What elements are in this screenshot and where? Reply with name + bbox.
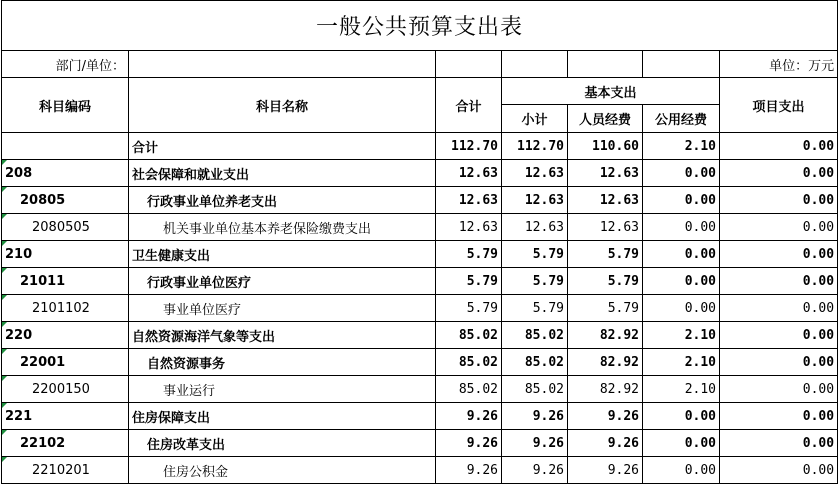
code-text: 221 xyxy=(5,408,33,424)
cell-code[interactable] xyxy=(2,430,129,457)
cell-total[interactable]: 12.63 xyxy=(436,214,502,241)
cell-project[interactable]: 0.00 xyxy=(720,430,838,457)
cell-subtotal[interactable]: 85.02 xyxy=(502,349,568,376)
code-text: 2210201 xyxy=(32,462,90,478)
cell-subtotal[interactable]: 12.63 xyxy=(502,187,568,214)
cell-personnel[interactable]: 110.60 xyxy=(568,133,643,160)
cell-personnel[interactable]: 5.79 xyxy=(568,295,643,322)
cell-total[interactable]: 112.70 xyxy=(436,133,502,160)
table-row xyxy=(2,403,838,430)
cell-code[interactable] xyxy=(2,376,129,403)
cell-public[interactable]: 0.00 xyxy=(643,430,720,457)
cell-public[interactable]: 0.00 xyxy=(643,295,720,322)
header-personnel: 人员经费 xyxy=(568,105,643,133)
cell-marker-icon xyxy=(2,268,7,273)
cell-personnel[interactable]: 9.26 xyxy=(568,457,643,484)
cell-subtotal[interactable]: 85.02 xyxy=(502,322,568,349)
table-row xyxy=(2,187,838,214)
cell-total[interactable]: 12.63 xyxy=(436,160,502,187)
cell-marker-icon xyxy=(2,430,7,435)
cell-total[interactable]: 85.02 xyxy=(436,376,502,403)
header-total: 合计 xyxy=(436,78,502,133)
cell-marker-icon xyxy=(2,349,7,354)
empty-cell[interactable] xyxy=(502,51,568,78)
table-row xyxy=(2,322,838,349)
cell-public[interactable]: 0.00 xyxy=(643,403,720,430)
code-text: 2080505 xyxy=(32,219,90,235)
cell-code[interactable] xyxy=(2,268,129,295)
cell-public[interactable]: 2.10 xyxy=(643,133,720,160)
table-row xyxy=(2,160,838,187)
cell-subtotal[interactable]: 9.26 xyxy=(502,457,568,484)
dept-value-cell[interactable] xyxy=(129,51,436,78)
cell-code[interactable] xyxy=(2,403,129,430)
cell-project[interactable]: 0.00 xyxy=(720,241,838,268)
cell-subtotal[interactable]: 5.79 xyxy=(502,241,568,268)
cell-code[interactable] xyxy=(2,187,129,214)
cell-total[interactable]: 9.26 xyxy=(436,430,502,457)
table-row xyxy=(2,241,838,268)
cell-name[interactable]: 社会保障和就业支出 xyxy=(129,160,436,187)
cell-marker-icon xyxy=(2,457,7,462)
cell-marker-icon xyxy=(2,295,7,300)
cell-name[interactable]: 事业单位医疗 xyxy=(129,295,436,322)
dept-label: 部门/单位： xyxy=(2,51,129,78)
cell-project[interactable]: 0.00 xyxy=(720,376,838,403)
empty-cell[interactable] xyxy=(568,51,643,78)
empty-cell[interactable] xyxy=(436,51,502,78)
header-subtotal: 小计 xyxy=(502,105,568,133)
cell-public[interactable]: 0.00 xyxy=(643,214,720,241)
cell-personnel[interactable]: 82.92 xyxy=(568,376,643,403)
cell-public[interactable]: 0.00 xyxy=(643,241,720,268)
cell-code[interactable] xyxy=(2,457,129,484)
cell-total[interactable]: 12.63 xyxy=(436,187,502,214)
table-row xyxy=(2,457,838,484)
header-basic: 基本支出 xyxy=(502,78,720,105)
cell-project[interactable]: 0.00 xyxy=(720,403,838,430)
cell-marker-icon xyxy=(2,160,7,165)
code-text: 2101102 xyxy=(32,300,90,316)
cell-name[interactable]: 合计 xyxy=(129,133,436,160)
cell-name[interactable]: 自然资源海洋气象等支出 xyxy=(129,322,436,349)
cell-project[interactable]: 0.00 xyxy=(720,268,838,295)
cell-subtotal[interactable]: 12.63 xyxy=(502,214,568,241)
cell-code[interactable] xyxy=(2,133,129,160)
cell-personnel[interactable]: 9.26 xyxy=(568,430,643,457)
cell-marker-icon xyxy=(2,376,7,381)
cell-name[interactable]: 行政事业单位医疗 xyxy=(129,268,436,295)
cell-personnel[interactable]: 5.79 xyxy=(568,268,643,295)
header-public: 公用经费 xyxy=(643,105,720,133)
cell-project[interactable]: 0.00 xyxy=(720,160,838,187)
cell-name[interactable]: 住房公积金 xyxy=(129,457,436,484)
cell-total[interactable]: 9.26 xyxy=(436,457,502,484)
cell-personnel[interactable]: 82.92 xyxy=(568,349,643,376)
cell-marker-icon xyxy=(2,403,7,408)
unit-label: 单位：万元 xyxy=(720,51,838,78)
table-row xyxy=(2,214,838,241)
cell-project[interactable]: 0.00 xyxy=(720,133,838,160)
table-row xyxy=(2,268,838,295)
cell-total[interactable]: 5.79 xyxy=(436,295,502,322)
table-title: 一般公共预算支出表 xyxy=(2,1,838,51)
code-text: 20805 xyxy=(20,192,66,208)
cell-name[interactable]: 机关事业单位基本养老保险缴费支出 xyxy=(129,214,436,241)
cell-name[interactable]: 住房保障支出 xyxy=(129,403,436,430)
code-text: 220 xyxy=(5,327,33,343)
cell-personnel[interactable]: 5.79 xyxy=(568,241,643,268)
cell-subtotal[interactable]: 85.02 xyxy=(502,376,568,403)
cell-total[interactable]: 85.02 xyxy=(436,349,502,376)
code-text: 210 xyxy=(5,246,33,262)
cell-name[interactable]: 事业运行 xyxy=(129,376,436,403)
code-text: 22102 xyxy=(20,435,66,451)
cell-name[interactable]: 行政事业单位养老支出 xyxy=(129,187,436,214)
cell-project[interactable]: 0.00 xyxy=(720,295,838,322)
cell-subtotal[interactable]: 5.79 xyxy=(502,268,568,295)
code-text: 22001 xyxy=(20,354,66,370)
table-row xyxy=(2,295,838,322)
cell-project[interactable]: 0.00 xyxy=(720,349,838,376)
cell-total[interactable]: 5.79 xyxy=(436,268,502,295)
cell-subtotal[interactable]: 9.26 xyxy=(502,430,568,457)
budget-table xyxy=(1,0,838,484)
table-row xyxy=(2,133,838,160)
cell-subtotal[interactable]: 12.63 xyxy=(502,160,568,187)
cell-code[interactable] xyxy=(2,241,129,268)
cell-project[interactable]: 0.00 xyxy=(720,187,838,214)
cell-subtotal[interactable]: 9.26 xyxy=(502,403,568,430)
table-row xyxy=(2,349,838,376)
cell-total[interactable]: 85.02 xyxy=(436,322,502,349)
code-text: 208 xyxy=(5,165,33,181)
cell-marker-icon xyxy=(2,241,7,246)
cell-project[interactable]: 0.00 xyxy=(720,457,838,484)
cell-personnel[interactable]: 9.26 xyxy=(568,403,643,430)
cell-name[interactable]: 住房改革支出 xyxy=(129,430,436,457)
code-text: 21011 xyxy=(20,273,66,289)
header-code: 科目编码 xyxy=(2,78,129,133)
cell-personnel[interactable]: 12.63 xyxy=(568,214,643,241)
empty-cell[interactable] xyxy=(643,51,720,78)
cell-total[interactable]: 9.26 xyxy=(436,403,502,430)
cell-public[interactable]: 0.00 xyxy=(643,187,720,214)
header-project: 项目支出 xyxy=(720,78,838,133)
header-name: 科目名称 xyxy=(129,78,436,133)
cell-name[interactable]: 自然资源事务 xyxy=(129,349,436,376)
cell-code[interactable] xyxy=(2,214,129,241)
cell-project[interactable]: 0.00 xyxy=(720,214,838,241)
cell-project[interactable]: 0.00 xyxy=(720,322,838,349)
cell-personnel[interactable]: 12.63 xyxy=(568,160,643,187)
cell-public[interactable]: 0.00 xyxy=(643,268,720,295)
cell-marker-icon xyxy=(2,187,7,192)
cell-code[interactable] xyxy=(2,160,129,187)
table-row xyxy=(2,376,838,403)
cell-subtotal[interactable]: 5.79 xyxy=(502,295,568,322)
cell-code[interactable] xyxy=(2,349,129,376)
cell-public[interactable]: 2.10 xyxy=(643,322,720,349)
cell-public[interactable]: 2.10 xyxy=(643,376,720,403)
cell-public[interactable]: 0.00 xyxy=(643,457,720,484)
cell-public[interactable]: 0.00 xyxy=(643,160,720,187)
table-row xyxy=(2,430,838,457)
cell-personnel[interactable]: 12.63 xyxy=(568,187,643,214)
cell-total[interactable]: 5.79 xyxy=(436,241,502,268)
cell-subtotal[interactable]: 112.70 xyxy=(502,133,568,160)
cell-marker-icon xyxy=(2,214,7,219)
cell-marker-icon xyxy=(2,322,7,327)
code-text: 2200150 xyxy=(32,381,90,397)
cell-code[interactable] xyxy=(2,295,129,322)
cell-personnel[interactable]: 82.92 xyxy=(568,322,643,349)
cell-public[interactable]: 2.10 xyxy=(643,349,720,376)
cell-name[interactable]: 卫生健康支出 xyxy=(129,241,436,268)
cell-code[interactable] xyxy=(2,322,129,349)
